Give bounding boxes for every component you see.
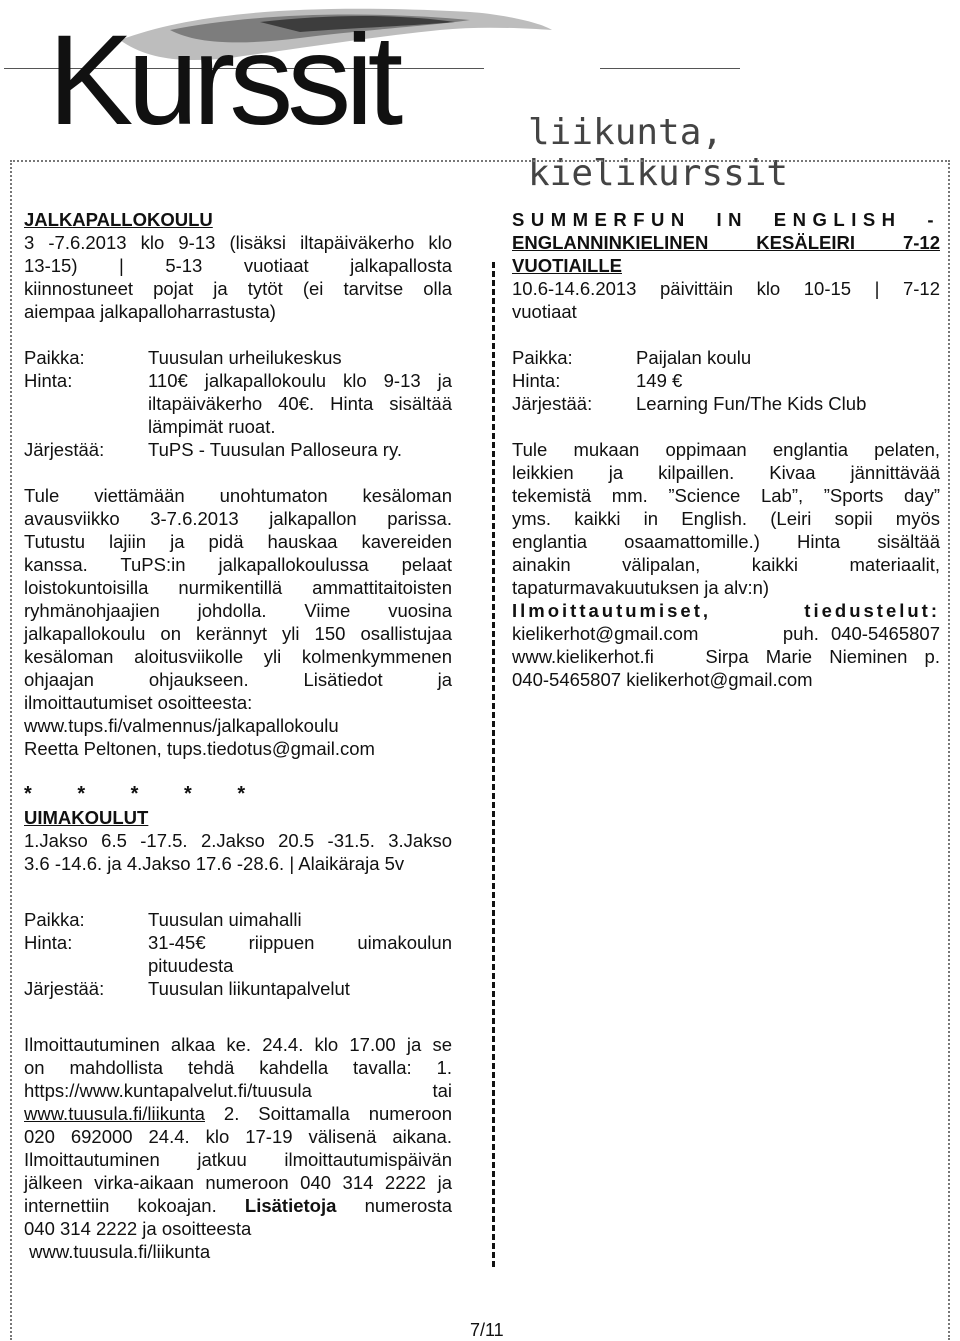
football-body-line: ohjaajan ohjaukseen. Lisätiedot ja: [24, 669, 452, 690]
football-link[interactable]: www.tups.fi/valmennus/jalkapallokoulu: [24, 715, 339, 736]
swim-info-after: numerosta: [336, 1195, 452, 1216]
page-header: [0, 0, 960, 194]
football-body-line: Tule viettämään unohtumaton kesäloman: [24, 485, 452, 506]
price-value: 110€ jalkapallokoulu klo 9-13 ja iltapäiväkerho 40€. Hinta sisältää lämpimät ruoat.: [148, 370, 452, 437]
football-contact: Reetta Peltonen, tups.tiedotus@gmail.com: [24, 738, 375, 759]
right-column: [512, 208, 940, 691]
football-body-line: avausviikko 3-7.6.2013 jalkapallon parissa.: [24, 508, 452, 529]
camp-organizer-row: [512, 392, 940, 415]
camp-body-line: Tule mukaan oppimaan englantia pelaten,: [512, 439, 940, 460]
page-subtitle: liikunta, kielikurssit: [528, 112, 789, 194]
place-label: Paikka:: [24, 347, 85, 368]
place-label: Paikka:: [512, 347, 573, 368]
swim-reg-link-line: [24, 1102, 452, 1125]
camp-body-line: tapaturmavakuutuksen ja alv:n): [512, 577, 770, 598]
column-divider: [492, 262, 495, 1267]
swim-organizer-row: [24, 977, 452, 1000]
football-intro-line: aiempaa jalkapalloharrastusta): [24, 301, 276, 322]
camp-place-row: [512, 346, 940, 369]
swim-last-line: 040 314 2222 ja osoitteesta: [24, 1218, 252, 1239]
price-label: Hinta:: [24, 932, 73, 953]
swim-reg-line: on mahdollista tehdä kahdella tavalla: 1.: [24, 1057, 452, 1078]
football-organizer-row: [24, 438, 452, 461]
swim-reg-line: Ilmoittautuminen jatkuu ilmoittautumispäivän: [24, 1149, 452, 1170]
camp-contact-line: 040-5465807 kielikerhot@gmail.com: [512, 669, 813, 690]
football-body-line: Tutustu lajiin ja pidä hauskaa kavereiden: [24, 531, 452, 552]
camp-body-line: leikkien ja kilpaillen. Kivaa jännittävää: [512, 462, 940, 483]
football-tail-line: ilmoittautumiset osoitteesta:: [24, 692, 253, 713]
football-body-line: loistokuntoisilla nurmikentillä ammattitaitoisten: [24, 577, 452, 598]
place-value: Tuusulan urheilukeskus: [148, 347, 342, 368]
football-body-line: kanssa. TuPS:in jalkapallokoulussa pelaat: [24, 554, 452, 575]
price-label: Hinta:: [24, 370, 73, 391]
swim-info-line: [24, 1194, 452, 1217]
camp-heading: SUMMERFUN IN ENGLISH -: [512, 209, 940, 230]
camp-contact-line: kielikerhot@gmail.com puh. 040-5465807: [512, 623, 940, 644]
swim-price-row: [24, 931, 452, 977]
camp-body-line: ainakin välipalan, kaikki materiaalit,: [512, 554, 940, 575]
header-rule: [600, 68, 740, 69]
swim-intro-line: 3.6 -14.6. ja 4.Jakso 17.6 -28.6. | Alaikäraja 5v: [24, 853, 405, 874]
page-number: 7/11: [470, 1320, 504, 1340]
camp-price-row: [512, 369, 940, 392]
swim-last-link[interactable]: www.tuusula.fi/liikunta: [24, 1241, 211, 1262]
organizer-value: Learning Fun/The Kids Club: [636, 393, 867, 414]
price-label: Hinta:: [512, 370, 561, 391]
camp-contact-heading: Ilmoittautumiset, tiedustelut:: [512, 600, 940, 621]
organizer-label: Järjestää:: [24, 978, 105, 999]
page-title: Kurssit: [48, 9, 398, 152]
football-heading: JALKAPALLOKOULU: [24, 209, 213, 230]
camp-body-line: tekemistä mm. ”Science Lab”, ”Sports day”: [512, 485, 940, 506]
camp-intro-line: 10.6-14.6.2013 päivittäin klo 10-15 | 7-12: [512, 278, 940, 299]
place-value: Tuusulan uimahalli: [148, 909, 302, 930]
organizer-value: Tuusulan liikuntapalvelut: [148, 978, 350, 999]
swim-info-bold: Lisätietoja: [244, 1195, 337, 1216]
swim-intro-line: 1.Jakso 6.5 -17.5. 2.Jakso 20.5 -31.5. 3.Jakso: [24, 830, 452, 851]
swim-reg-line: Ilmoittautuminen alkaa ke. 24.4. klo 17.00 ja se: [24, 1034, 452, 1055]
camp-contact-line: www.kielikerhot.fi Sirpa Marie Nieminen p.: [512, 646, 940, 667]
swim-reg-line: jälkeen virka-aikaan numeroon 040 314 2222 ja: [24, 1172, 452, 1193]
football-place-row: [24, 346, 452, 369]
organizer-label: Järjestää:: [512, 393, 593, 414]
swim-info-before: internettiin kokoajan.: [24, 1195, 245, 1216]
football-body-line: ryhmänohjaajien johdolla. Viime vuosina: [24, 600, 452, 621]
price-value: 31-45€ riippuen uimakoulun pituudesta: [148, 932, 452, 976]
swim-heading: UIMAKOULUT: [24, 807, 149, 828]
football-body-line: jalkapallokoulu on kerännyt yli 150 osallistujaa: [24, 623, 452, 644]
camp-body-line: englantia osaamattomille.) Hinta sisältää: [512, 531, 940, 552]
section-separator: * * * * *: [24, 783, 246, 805]
price-value: 149 €: [636, 370, 683, 391]
swim-reg-line: 020 692000 24.4. klo 17-19 välisenä aikana.: [24, 1126, 452, 1147]
football-intro-line: 3 -7.6.2013 klo 9-13 (lisäksi iltapäiväkerho klo: [24, 232, 452, 253]
football-intro-line: 13-15) | 5-13 vuotiaat jalkapallosta: [24, 255, 452, 276]
swim-reg-link-after: 2. Soittamalla numeroon: [204, 1103, 452, 1124]
camp-heading: ENGLANNINKIELINEN KESÄLEIRI 7-12: [512, 232, 940, 253]
football-body-line: kesäloman aloitusviikolle yli kolmenkymmenen: [24, 646, 452, 667]
place-label: Paikka:: [24, 909, 85, 930]
camp-heading: VUOTIAILLE: [512, 255, 622, 276]
football-price-row: [24, 369, 452, 438]
camp-body-line: yms. kaikki in English. (Leiri sopii myös: [512, 508, 940, 529]
swim-place-row: [24, 908, 452, 931]
organizer-label: Järjestää:: [24, 439, 105, 460]
camp-intro-line: vuotiaat: [512, 301, 577, 322]
organizer-value: TuPS - Tuusulan Palloseura ry.: [148, 439, 402, 460]
place-value: Paijalan koulu: [636, 347, 752, 368]
football-intro-line: kiinnostuneet pojat ja tytöt (ei tarvitse olla: [24, 278, 452, 299]
swim-reg-link[interactable]: www.tuusula.fi/liikunta: [24, 1103, 205, 1124]
left-column: [24, 208, 452, 1263]
swim-reg-line: https://www.kuntapalvelut.fi/tuusula tai: [24, 1080, 452, 1101]
